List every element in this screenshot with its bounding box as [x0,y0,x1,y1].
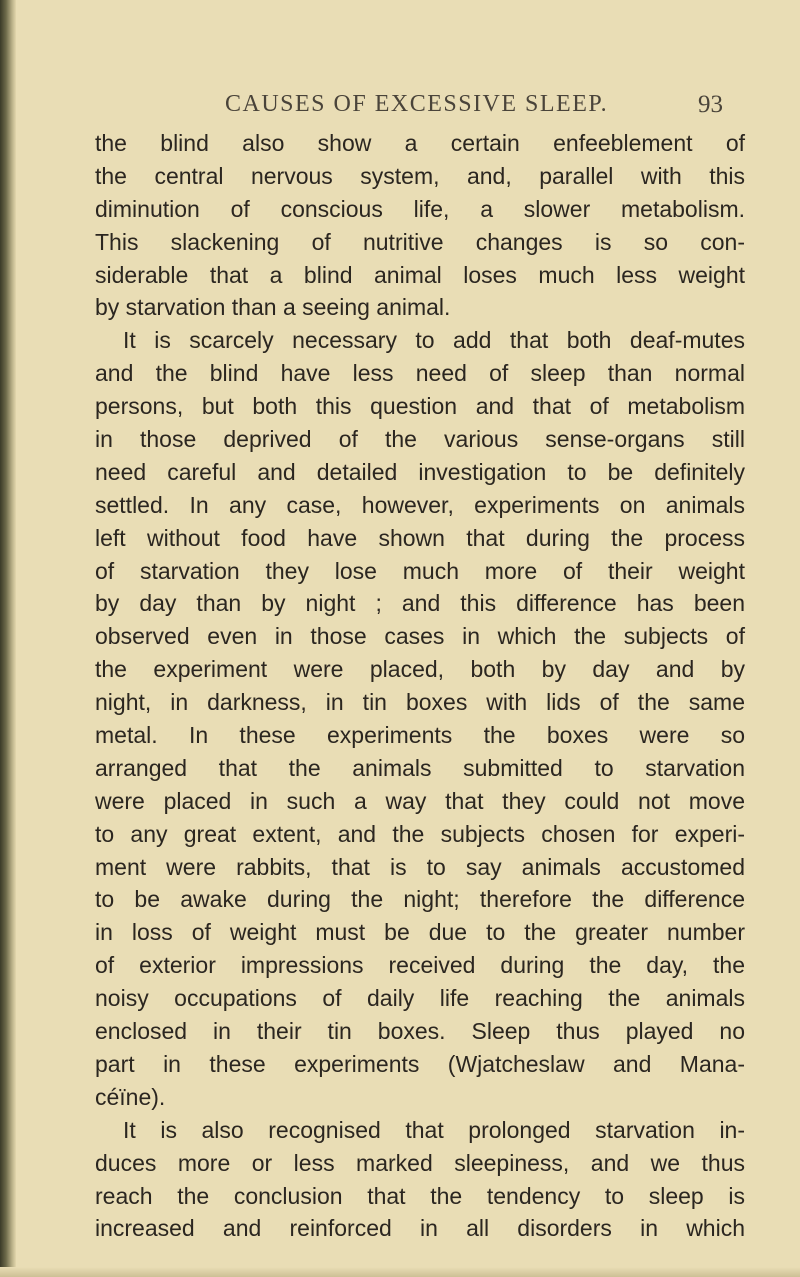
text-line: This slackening of nutritive changes is so con- [95,228,745,255]
book-binding-edge [0,0,16,1277]
text-line: by day than by night ; and this difference has been [95,590,745,617]
text-line: night, in darkness, in tin boxes with lids of the same [95,689,745,716]
text-line: the central nervous system, and, parallel with this [95,162,745,189]
text-line: enclosed in their tin boxes. Sleep thus played no [95,1018,745,1045]
page-number: 93 [698,91,723,118]
text-line: settled. In any case, however, experiments on animals [95,491,745,518]
text-line: to be awake during the night; therefore the difference [95,886,745,913]
text-line: in loss of weight must be due to the greater number [95,919,745,946]
text-line: and the blind have less need of sleep than normal [95,360,745,387]
text-line: arranged that the animals submitted to starvation [95,754,745,781]
text-line: diminution of conscious life, a slower metabolism. [95,195,745,222]
text-line: noisy occupations of daily life reaching the animals [95,985,745,1012]
text-line: were placed in such a way that they could not move [95,787,745,814]
text-line: reach the conclusion that the tendency to sleep is [95,1182,745,1209]
text-line: ment were rabbits, that is to say animals accustomed [95,853,745,880]
text-line: metal. In these experiments the boxes were so [95,722,745,749]
text-line: observed even in those cases in which the subjects of [95,623,745,650]
text-line: persons, but both this question and that of metabolism [95,393,745,420]
text-line: It is scarcely necessary to add that both deaf-mutes [123,327,745,354]
text-line: siderable that a blind animal loses much less weight [95,261,745,288]
page-bottom-edge [0,1267,800,1277]
text-line: duces more or less marked sleepiness, and we thus [95,1149,745,1176]
text-line: the blind also show a certain enfeeblement of [95,130,745,156]
text-line: part in these experiments (Wjatcheslaw and Mana- [95,1050,745,1077]
body-text [95,127,745,1245]
running-title: CAUSES OF EXCESSIVE SLEEP. [225,91,609,117]
text-line: left without food have shown that during the process [95,524,745,551]
text-line: of starvation they lose much more of their weight [95,557,745,584]
text-line: It is also recognised that prolonged starvation in- [123,1116,745,1143]
text-line: need careful and detailed investigation to be definitely [95,458,745,485]
text-line: the experiment were placed, both by day and by [95,656,745,683]
text-line: to any great extent, and the subjects chosen for experi- [95,820,745,847]
text-line: in those deprived of the various sense-organs still [95,426,745,453]
text-line: céïne). [95,1083,166,1110]
text-line: increased and reinforced in all disorders in which [95,1215,745,1242]
text-line: of exterior impressions received during the day, the [95,952,745,979]
running-head [95,91,745,127]
text-line: by starvation than a seeing animal. [95,294,451,321]
